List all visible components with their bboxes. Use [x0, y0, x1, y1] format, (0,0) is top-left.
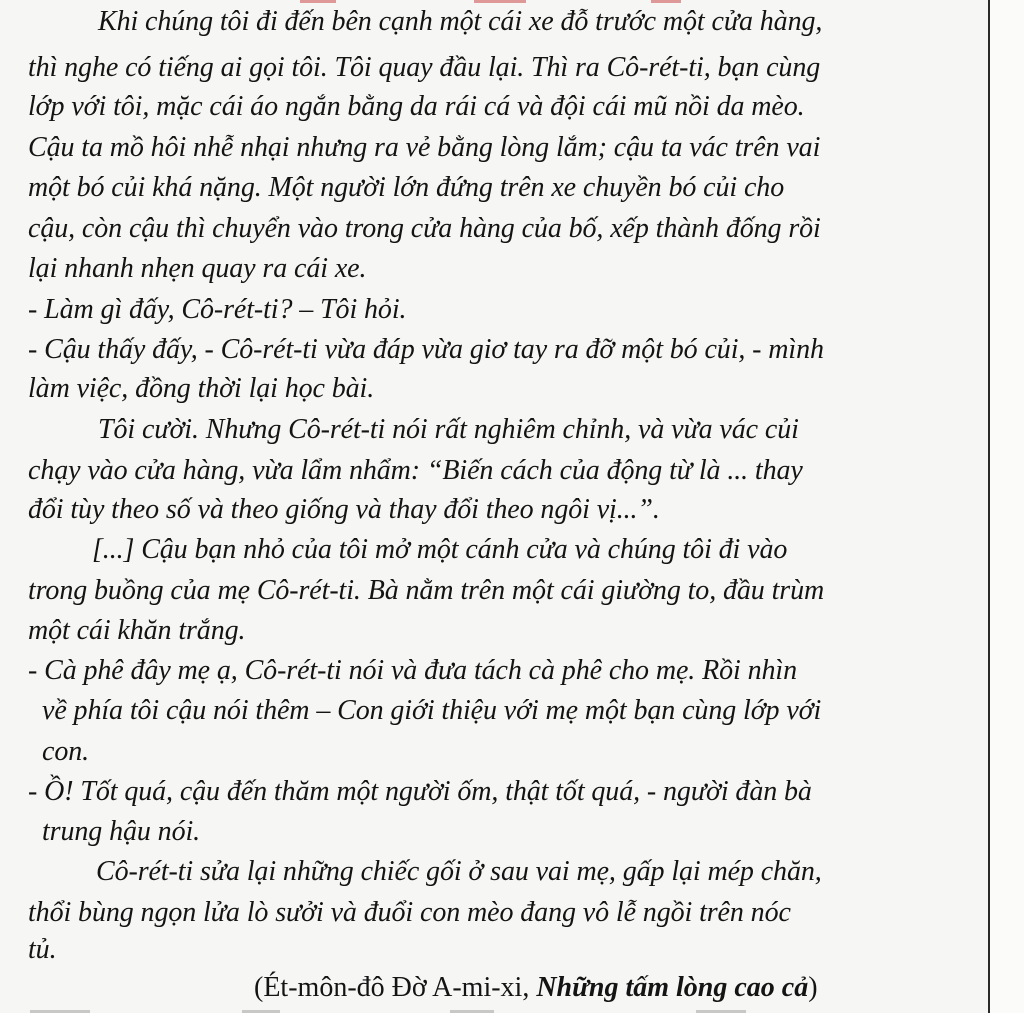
- dialogue-line: - Làm gì đấy, Cô-rét-ti? – Tôi hỏi.: [28, 294, 407, 325]
- passage-line: thổi bùng ngọn lửa lò sưởi và đuổi con mèo đang vô lễ ngồi trên nóc: [28, 897, 791, 928]
- passage-line: Cô-rét-ti sửa lại những chiếc gối ở sau vai mẹ, gấp lại mép chăn,: [96, 856, 822, 887]
- passage-line: một bó củi khá nặng. Một người lớn đứng trên xe chuyền bó củi cho: [28, 172, 785, 203]
- page-right-edge: [988, 0, 1024, 1013]
- passage-line: trong buồng của mẹ Cô-rét-ti. Bà nằm trên một cái giường to, đầu trùm: [28, 575, 825, 606]
- passage-line: làm việc, đồng thời lại học bài.: [28, 373, 375, 404]
- passage-line: Tôi cười. Nhưng Cô-rét-ti nói rất nghiêm chỉnh, và vừa vác củi: [98, 414, 799, 445]
- dialogue-line: - Cà phê đây mẹ ạ, Cô-rét-ti nói và đưa tách cà phê cho mẹ. Rồi nhìn: [28, 655, 797, 686]
- source-citation: [254, 968, 818, 1008]
- passage-line: lại nhanh nhẹn quay ra cái xe.: [28, 253, 367, 284]
- citation-close-paren: ): [808, 972, 818, 1003]
- dialogue-line: trung hậu nói.: [42, 816, 201, 847]
- passage-line: Cậu ta mồ hôi nhễ nhại nhưng ra vẻ bằng lòng lắm; cậu ta vác trên vai: [28, 132, 821, 163]
- citation-open-paren: (: [254, 972, 264, 1003]
- passage-line: [...] Cậu bạn nhỏ của tôi mở một cánh cửa và chúng tôi đi vào: [92, 534, 788, 565]
- passage-line: một cái khăn trắng.: [28, 615, 246, 646]
- citation-author: Ét-môn-đô Đờ A-mi-xi,: [263, 972, 537, 1003]
- passage-line: thì nghe có tiếng ai gọi tôi. Tôi quay đầu lại. Thì ra Cô-rét-ti, bạn cùng: [28, 52, 821, 83]
- passage-line: lớp với tôi, mặc cái áo ngắn bằng da rái cá và đội cái mũ nồi da mèo.: [28, 91, 805, 122]
- citation-book-title: Những tấm lòng cao cả: [536, 972, 809, 1003]
- dialogue-line: - Cậu thấy đấy, - Cô-rét-ti vừa đáp vừa giơ tay ra đỡ một bó củi, - mình: [28, 334, 824, 365]
- dialogue-line: về phía tôi cậu nói thêm – Con giới thiệu với mẹ một bạn cùng lớp với: [42, 695, 822, 726]
- dialogue-line: con.: [42, 736, 90, 767]
- passage-line: cậu, còn cậu thì chuyển vào trong cửa hàng của bố, xếp thành đống rồi: [28, 213, 821, 244]
- passage-line: chạy vào cửa hàng, vừa lẩm nhẩm: “Biến cách của động từ là ... thay: [28, 455, 803, 486]
- passage-line: tủ.: [28, 934, 57, 965]
- passage-line: Khi chúng tôi đi đến bên cạnh một cái xe đỗ trước một cửa hàng,: [98, 6, 823, 37]
- passage-line: đổi tùy theo số và theo giống và thay đổi theo ngôi vị...”.: [28, 494, 660, 525]
- dialogue-line: - Ồ! Tốt quá, cậu đến thăm một người ốm, thật tốt quá, - người đàn bà: [28, 776, 812, 807]
